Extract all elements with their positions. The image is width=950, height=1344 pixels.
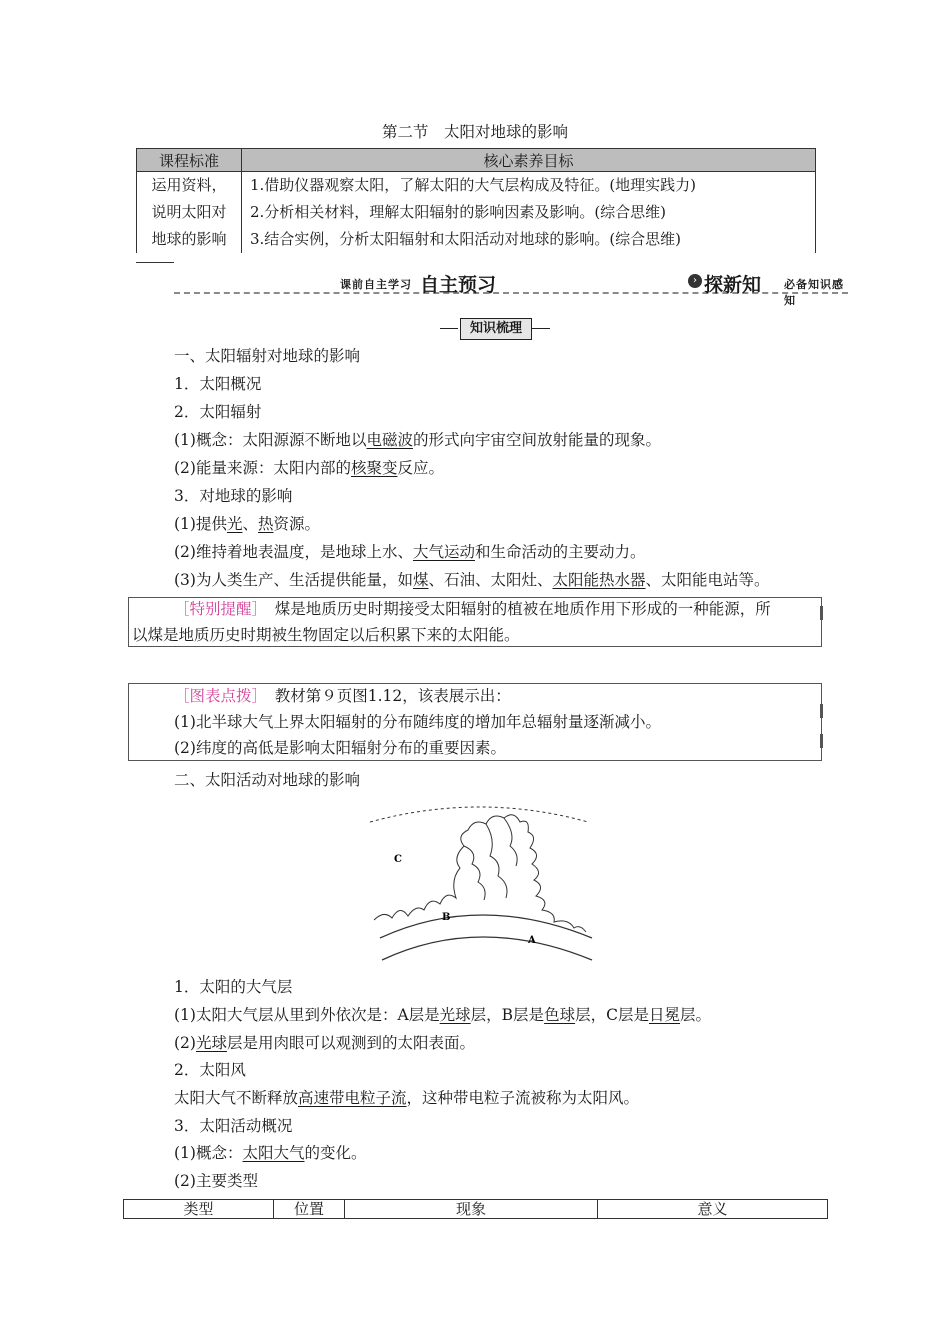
types-label: (2)主要类型 xyxy=(174,1172,258,1190)
text: (1)太阳大气层从里到外依次是：A层是 xyxy=(174,1006,440,1024)
blank-answer: 高速带电粒子流 xyxy=(298,1089,407,1107)
banner-left-label: 课前自主学习 xyxy=(340,278,412,291)
text: 太阳大气不断释放 xyxy=(174,1089,299,1107)
types-header-type: 类型 xyxy=(124,1200,274,1219)
chart-note-tag: ［图表点拨］ xyxy=(174,687,260,705)
banner-right-label: 必备知识感知 xyxy=(784,278,844,307)
blank-answer: 大气运动 xyxy=(412,543,475,561)
solar-wind xyxy=(174,1088,639,1108)
blank-answer: 核聚变 xyxy=(350,459,398,477)
chart-note-line-2: (1)北半球大气上界太阳辐射的分布随纬度的增加年总辐射量逐渐减小。 xyxy=(174,713,661,731)
standards-header-curriculum: 课程标准 xyxy=(137,149,242,172)
text: 资源。 xyxy=(273,515,321,533)
text: 反应。 xyxy=(397,459,444,477)
text: 、 xyxy=(242,515,258,533)
text: (1)概念：太阳源源不断地以 xyxy=(174,431,367,449)
box-edge-mark xyxy=(820,704,823,718)
part2-sub-2: 2．太阳风 xyxy=(174,1061,246,1079)
text: 层。 xyxy=(679,1006,711,1024)
banner-main-a: 自主预习 xyxy=(420,274,497,296)
blank-answer: 煤 xyxy=(412,571,429,589)
part2-sub-3: 3．太阳活动概况 xyxy=(174,1117,293,1135)
inner-boundary xyxy=(382,937,592,960)
impact-item-2 xyxy=(174,542,646,562)
tag-rule-left xyxy=(440,328,458,329)
blank-answer: 光 xyxy=(226,515,243,533)
box-edge-mark xyxy=(820,606,823,620)
standards-curriculum-line: 地球的影响 xyxy=(151,230,227,248)
text: 和生命活动的主要动力。 xyxy=(474,543,646,561)
text: 、太阳能电站等。 xyxy=(645,571,770,589)
chart-note-line-1 xyxy=(174,686,511,706)
text: 的变化。 xyxy=(304,1144,367,1162)
activity-types-table xyxy=(123,1199,828,1219)
part1-sub-2: 2．太阳辐射 xyxy=(174,403,262,421)
standards-curriculum-line: 说明太阳对 xyxy=(151,203,227,221)
blank-answer: 色球 xyxy=(544,1006,576,1024)
text: (1)提供 xyxy=(174,515,227,533)
chart-note-line-3: (2)纬度的高低是影响太阳辐射分布的重要因素。 xyxy=(174,739,506,757)
standards-competency-cell xyxy=(242,172,816,254)
part2-sub-1: 1．太阳的大气层 xyxy=(174,978,293,996)
prominence-inner-line xyxy=(486,824,507,898)
label-a: A xyxy=(528,935,536,946)
reminder-line-2: 以煤是地质历史时期被生物固定以后积累下来的太阳能。 xyxy=(132,626,520,644)
prominence-inner-line xyxy=(464,846,485,900)
text: (2)能量来源：太阳内部的 xyxy=(174,459,351,477)
label-b: B xyxy=(442,912,451,923)
sun-layers xyxy=(174,1005,711,1025)
photosphere-boundary xyxy=(380,915,592,938)
standards-curriculum-cell xyxy=(137,172,242,254)
blank-answer: 电磁波 xyxy=(366,431,413,449)
impact-item-3 xyxy=(174,570,770,590)
energy-source xyxy=(174,458,444,478)
banner-arrow-icon: › xyxy=(688,274,702,288)
text: 层，C层是 xyxy=(575,1006,649,1024)
text: 煤是地质历史时期接受太阳辐射的植被在地质作用下形成的一种能源，所 xyxy=(259,600,771,618)
competency-goal-1: 1.借助仪器观察太阳，了解太阳的大气层构成及特征。(地理实践力) xyxy=(250,176,697,194)
standards-curriculum-line: 运用资料， xyxy=(151,176,227,194)
preview-banner xyxy=(174,270,848,307)
text: 、石油、太阳灶、 xyxy=(428,571,553,589)
reminder-line-1 xyxy=(174,599,771,619)
text: (2) xyxy=(174,1034,196,1052)
blank-answer: 光球 xyxy=(195,1034,227,1052)
text: (2)维持着地表温度，是地球上水、 xyxy=(174,543,413,561)
competency-goal-3: 3.结合实例，分析太阳辐射和太阳活动对地球的影响。(综合思维) xyxy=(250,230,682,248)
activity-concept xyxy=(174,1143,367,1163)
part2-heading: 二、太阳活动对地球的影响 xyxy=(174,771,361,789)
text: 的形式向宇宙空间放射能量的现象。 xyxy=(412,431,661,449)
types-header-position: 位置 xyxy=(274,1200,345,1219)
standards-header-competency: 核心素养目标 xyxy=(242,149,816,172)
text: 层是用肉眼可以观测到的太阳表面。 xyxy=(226,1034,475,1052)
text: ，这种带电粒子流被称为太阳风。 xyxy=(406,1089,640,1107)
part1-sub-1: 1．太阳概况 xyxy=(174,375,262,393)
knowledge-tag xyxy=(440,318,550,340)
box-edge-mark xyxy=(820,734,823,748)
types-header-significance: 意义 xyxy=(598,1200,828,1219)
prominence-inner-line xyxy=(504,818,517,866)
blank-answer: 热 xyxy=(258,515,274,533)
knowledge-tag-label: 知识梳理 xyxy=(460,318,532,340)
text: 层，B层是 xyxy=(470,1006,545,1024)
text: 教材第９页图1.12，该表展示出： xyxy=(259,687,511,705)
blank-answer: 太阳能热水器 xyxy=(552,571,646,589)
standards-table xyxy=(136,148,816,253)
blank-answer: 日冕 xyxy=(648,1006,680,1024)
corona-boundary-dashed xyxy=(370,807,588,822)
text: (3)为人类生产、生活提供能量，如 xyxy=(174,571,413,589)
impact-item-1 xyxy=(174,514,320,534)
section-title: 第二节 太阳对地球的影响 xyxy=(381,123,568,141)
reminder-tag: ［特别提醒］ xyxy=(174,600,260,618)
blank-answer: 光球 xyxy=(439,1006,471,1024)
types-header-phenomenon: 现象 xyxy=(345,1200,598,1219)
table-bottom-stub xyxy=(136,262,174,263)
blank-answer: 太阳大气 xyxy=(242,1144,305,1162)
radiation-concept xyxy=(174,430,661,450)
banner-main-b: 探新知 xyxy=(704,274,762,296)
part1-heading: 一、太阳辐射对地球的影响 xyxy=(174,347,361,365)
text: (1)概念： xyxy=(174,1144,243,1162)
photosphere-note xyxy=(174,1033,475,1053)
competency-goal-2: 2.分析相关材料，理解太阳辐射的影响因素及影响。(综合思维) xyxy=(250,203,667,221)
sun-atmosphere-figure xyxy=(360,800,600,970)
label-c: C xyxy=(394,854,402,865)
tag-rule-right xyxy=(532,328,550,329)
part1-sub-3: 3．对地球的影响 xyxy=(174,487,293,505)
